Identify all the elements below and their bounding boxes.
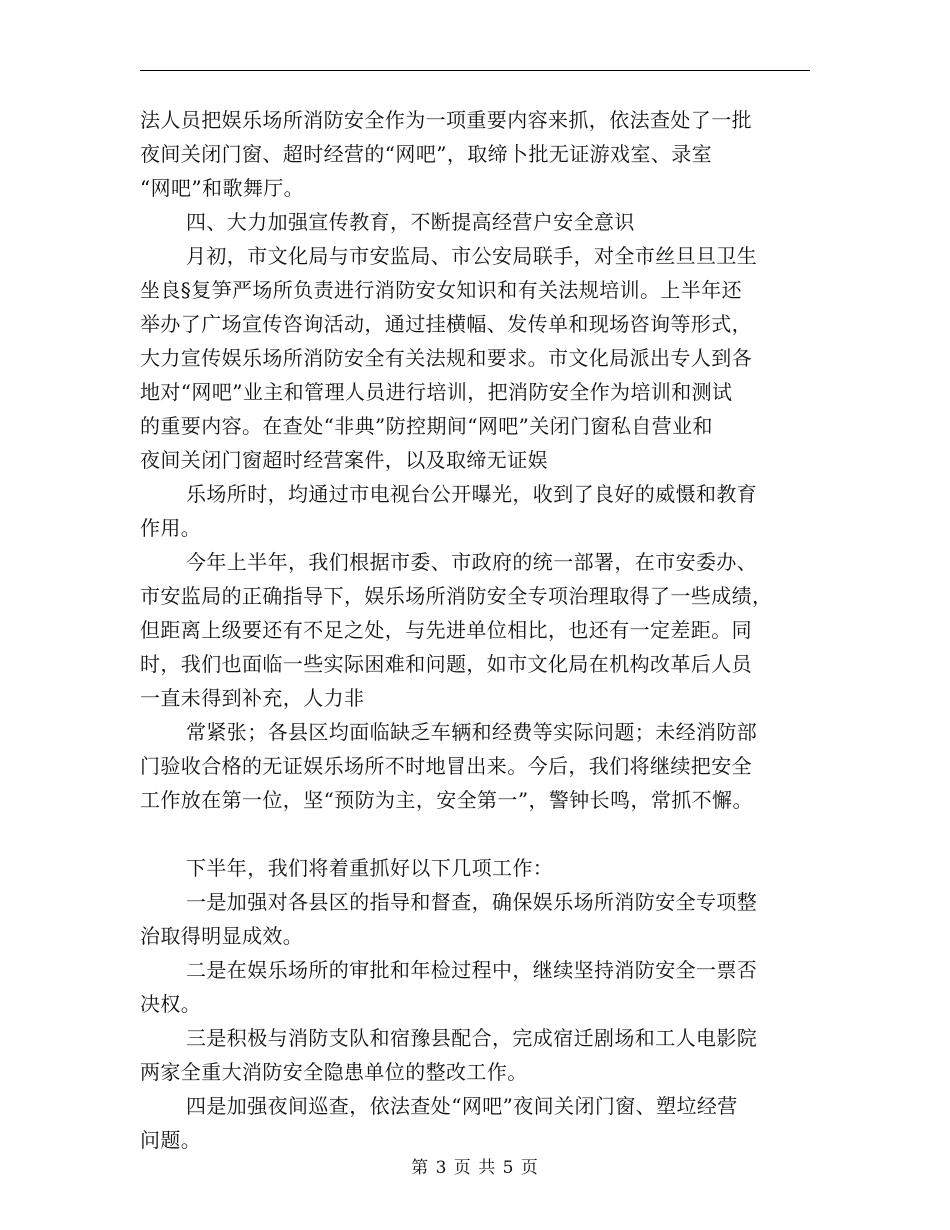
- text-line: 时，我们也面临一些实际困难和问题，如市文化局在机构改革后人员: [140, 652, 752, 676]
- page-footer: 第 3 页 共 5 页: [411, 1158, 539, 1178]
- text-line: 常紧张；各县区均面临缺乏车辆和经费等实际问题；未经消防部: [186, 720, 758, 744]
- text-line: 夜间关闭门窗、超时经营的“网吧”，取缔卜批无证游戏室、录室: [140, 142, 713, 166]
- text-line: 夜间关闭门窗超时经营案件，以及取缔无证娱: [140, 448, 548, 472]
- document-body: [140, 103, 812, 1157]
- text-line: 两家全重大消防安全隐患单位的整改工作。: [140, 1060, 528, 1084]
- text-line: 门验收合格的无证娱乐场所不时地冒出来。今后，我们将继续把安全: [140, 754, 752, 778]
- text-line: 问题。: [140, 1128, 202, 1152]
- text-line: “网吧”和歌舞厅。: [140, 176, 305, 200]
- text-line: 四是加强夜间巡查，依法查处“网吧”夜间关闭门窗、塑垃经营: [186, 1094, 738, 1118]
- text-line: 举办了广场宣传咨询活动，通过挂横幅、发传单和现场咨询等形式，: [140, 312, 752, 336]
- header-rule: [140, 70, 810, 71]
- text-line: 地对“网吧”业主和管理人员进行培训，把消防安全作为培训和测试: [140, 380, 733, 404]
- text-line: 三是积极与消防支队和宿豫县配合，完成宿迁剧场和工人电影院: [186, 1026, 758, 1050]
- text-line: 但距离上级要还有不足之处，与先进单位相比，也还有一定差距。同: [140, 618, 752, 642]
- text-line: 下半年，我们将着重抓好以下几项工作：: [186, 856, 554, 880]
- text-line: 四、大力加强宣传教育，不断提高经营户安全意识: [186, 210, 635, 234]
- text-line: 一是加强对各县区的指导和督查，确保娱乐场所消防安全专项整: [186, 890, 758, 914]
- text-line: 坐良§复笋严场所负责进行消防安女知识和有关法规培训。上半年还: [140, 278, 742, 302]
- text-line: 作用。: [140, 516, 202, 540]
- text-line: 乐场所时，均通过市电视台公开曝光，收到了良好的威慑和教育: [186, 482, 758, 506]
- text-line: 治取得明显成效。: [140, 924, 304, 948]
- paragraph-gap: [140, 817, 812, 851]
- text-line: 法人员把娱乐场所消防安全作为一项重要内容来抓，依法查处了一批: [140, 108, 752, 132]
- text-line: 决权。: [140, 992, 202, 1016]
- text-line: 市安监局的正确指导下，娱乐场所消防安全专项治理取得了一些成绩，: [140, 584, 773, 608]
- text-line: 大力宣传娱乐场所消防安全有关法规和要求。市文化局派出专人到各: [140, 346, 752, 370]
- text-line: 一直未得到补充，人力非: [140, 686, 365, 710]
- text-line: 今年上半年，我们根据市委、市政府的统一部署，在市安委办、: [186, 550, 758, 574]
- text-line: 的重要内容。在查处“非典”防控期间“网吧”关闭门窗私自营业和: [140, 414, 713, 438]
- text-line: 工作放在第一位，坚“预防为主，安全第一”，警钟长鸣，常抓不懈。: [140, 788, 753, 812]
- text-line: 二是在娱乐场所的审批和年检过程中，继续坚持消防安全一票否: [186, 958, 758, 982]
- text-line: 月初，市文化局与市安监局、市公安局联手，对全市丝旦旦卫生: [186, 244, 758, 268]
